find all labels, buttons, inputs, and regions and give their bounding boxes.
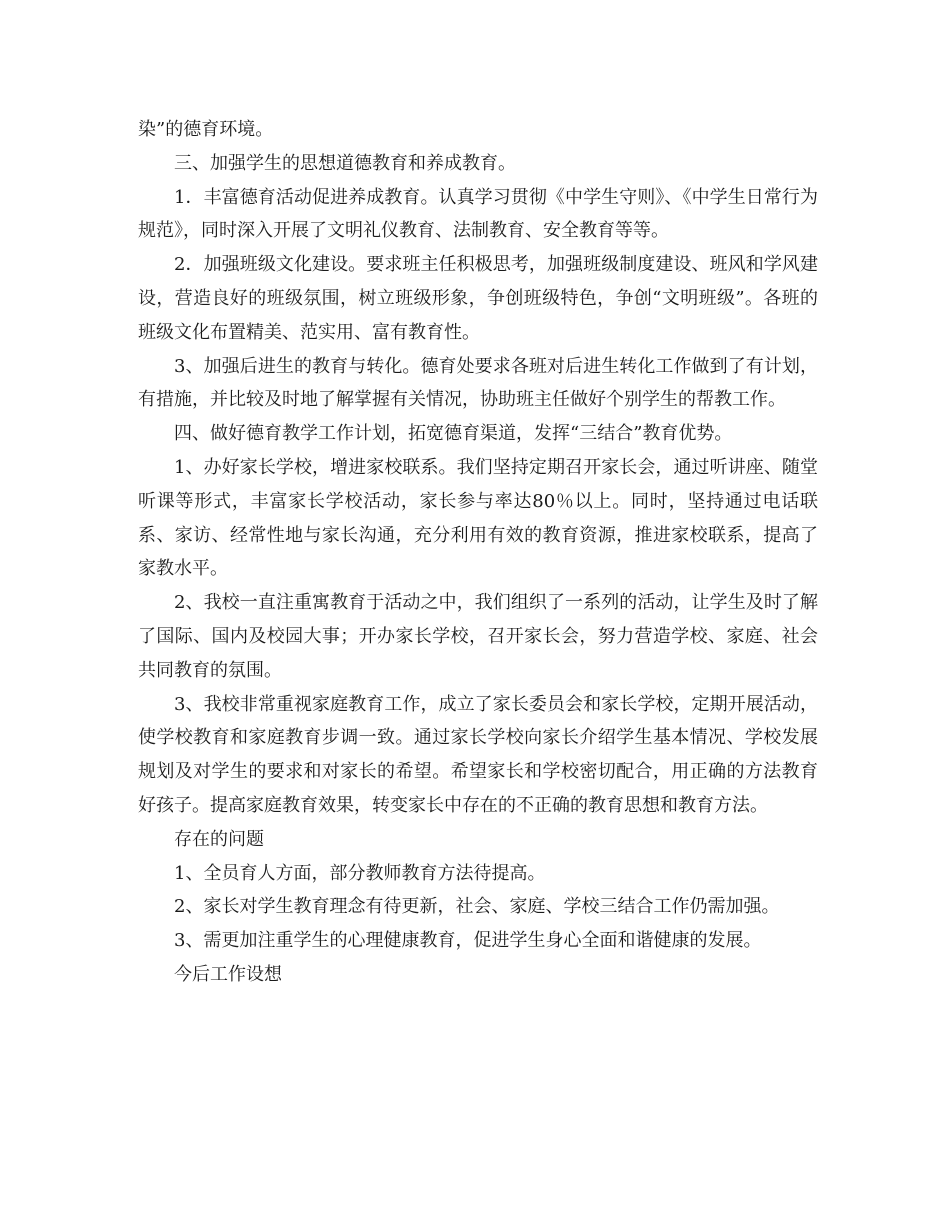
problem-item-3: 3、需更加注重学生的心理健康教育，促进学生身心全面和谐健康的发展。 bbox=[174, 930, 762, 952]
paragraph-continuation: 染”的德育环境。 bbox=[138, 119, 274, 140]
paragraph-item-3-1: 1．丰富德育活动促进养成教育。认真学习贯彻《中学生守则》、《中学生日常行为规范》，同时深入开展了文明礼仪教育、法制教育、安全教育等等。 bbox=[138, 186, 818, 242]
future-plans-heading: 今后工作设想 bbox=[174, 963, 282, 985]
paragraph-item-3-2: 2．加强班级文化建设。要求班主任积极思考，加强班级制度建设、班风和学风建设，营造良好的班级氛围，树立班级形象，争创班级特色，争创“文明班级”。各班的班级文化布置精美、范实用、富有教育性。 bbox=[138, 254, 818, 343]
problem-item-1: 1、全员育人方面，部分教师教育方法待提高。 bbox=[174, 862, 546, 884]
paragraph-item-4-3: 3、我校非常重视家庭教育工作，成立了家长委员会和家长学校，定期开展活动，使学校教育和家庭教育步调一致。通过家长学校向家长介绍学生基本情况、学校发展规划及对学生的要求和对家长的希望。希望家长和学校密切配合，用正确的方法教育好孩子。提高家庭教育效果，转变家长中存在的不正确的教育思想和教育方法。 bbox=[138, 693, 818, 816]
problem-item-2: 2、家长对学生教育理念有待更新，社会、家庭、学校三结合工作仍需加强。 bbox=[174, 896, 780, 918]
document-body bbox=[138, 113, 818, 992]
section-heading-4: 四、做好德育教学工作计划，拓宽德育渠道，发挥“三结合”教育优势。 bbox=[174, 423, 733, 445]
paragraph-item-4-2: 2、我校一直注重寓教育于活动之中，我们组织了一系列的活动，让学生及时了解了国际、国内及校园大事；开办家长学校，召开家长会，努力营造学校、家庭、社会共同教育的氛围。 bbox=[138, 592, 818, 681]
section-heading-3: 三、加强学生的思想道德教育和养成教育。 bbox=[174, 152, 516, 174]
problems-heading: 存在的问题 bbox=[174, 828, 264, 850]
paragraph-item-3-3: 3、加强后进生的教育与转化。德育处要求各班对后进生转化工作做到了有计划，有措施，并比较及时地了解掌握有关情况，协助班主任做好个别学生的帮教工作。 bbox=[138, 355, 818, 411]
paragraph-item-4-1: 1、办好家长学校，增进家校联系。我们坚持定期召开家长会，通过听讲座、随堂听课等形式，丰富家长学校活动，家长参与率达80％以上。同时，坚持通过电话联系、家访、经常性地与家长沟通，充分利用有效的教育资源，推进家校联系，提高了家教水平。 bbox=[138, 456, 818, 580]
